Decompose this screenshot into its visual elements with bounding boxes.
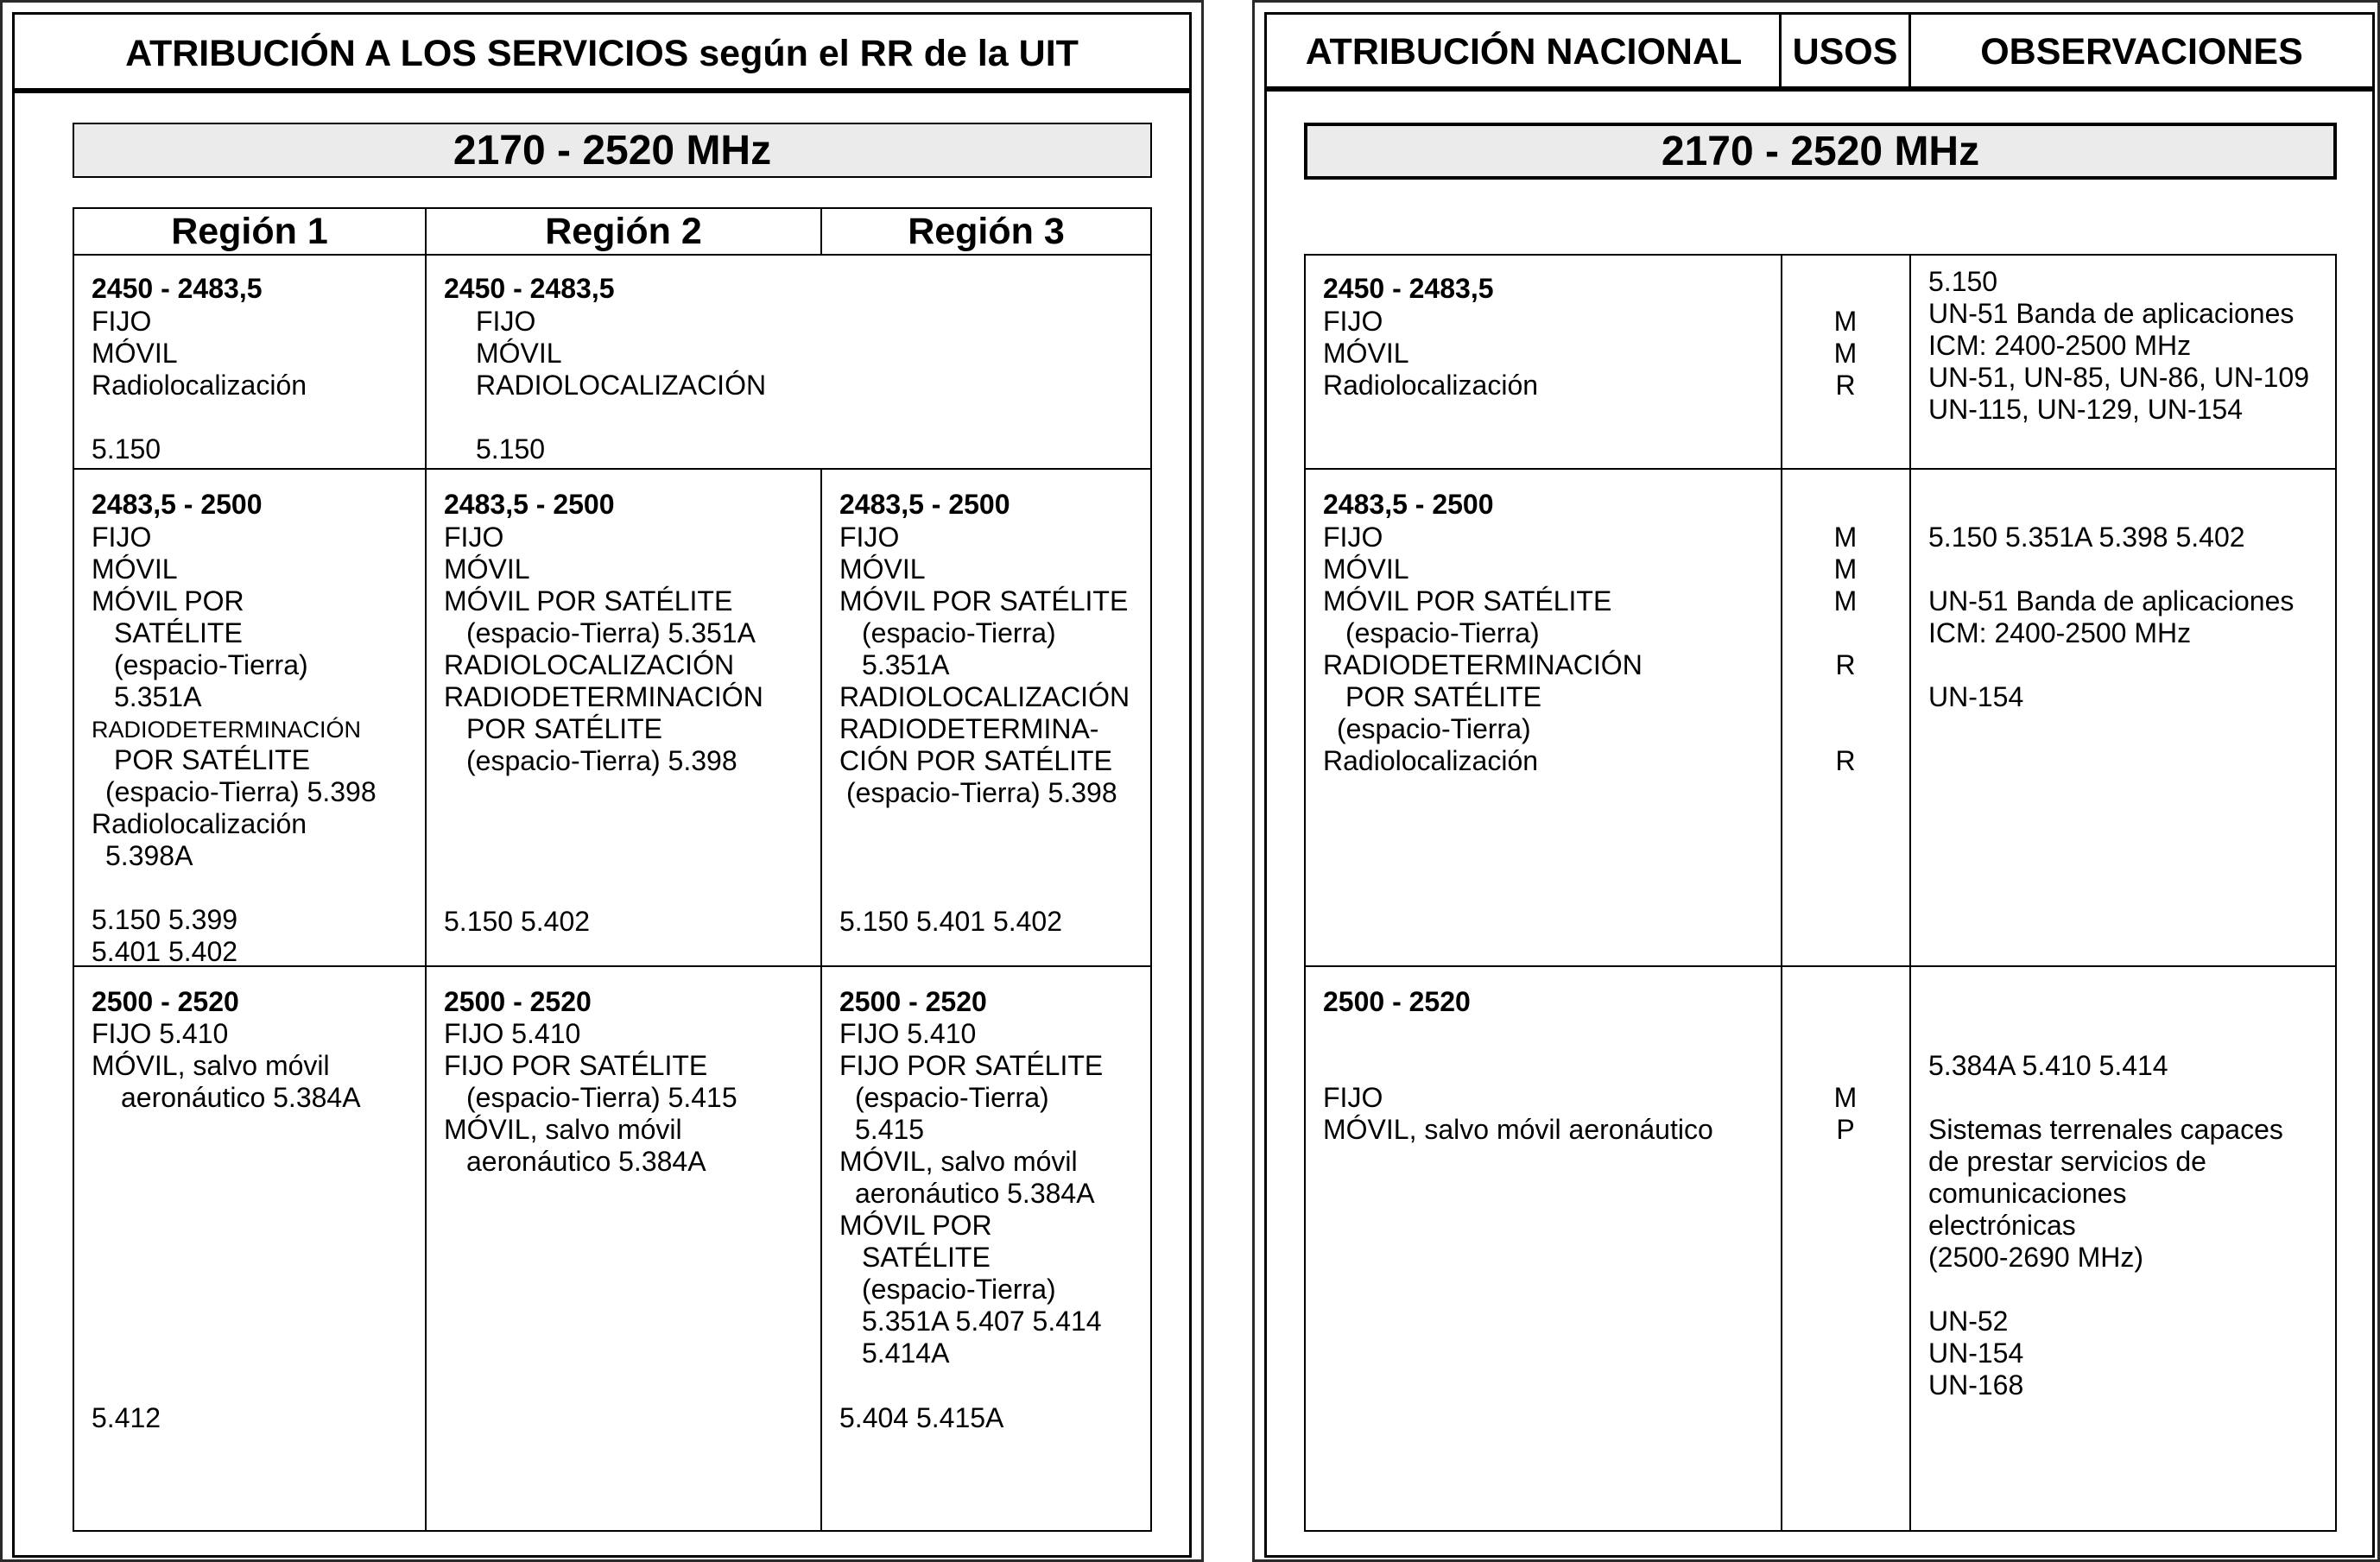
band-range: 2500 - 2520 [444, 986, 592, 1017]
service-line: FIJO [92, 522, 152, 553]
left-band-title: 2170 - 2520 MHz [73, 123, 1152, 178]
use-code: M [1833, 338, 1858, 369]
footnote-refs: 5.404 5.415A [839, 1402, 1004, 1433]
service-line: FIJO POR SATÉLITE [444, 1050, 708, 1081]
band-range: 2483,5 - 2500 [1323, 489, 1494, 520]
service-line: RADIOLOCALIZACIÓN [476, 370, 767, 401]
nat-row1-obs-cell [1909, 254, 2337, 470]
service-line: FIJO [1323, 522, 1383, 553]
footnote-refs: 5.150 [92, 433, 161, 465]
service-line: CIÓN POR SATÉLITE [839, 745, 1112, 776]
service-line: SATÉLITE [114, 617, 243, 648]
use-code: R [1835, 649, 1856, 680]
service-line: FIJO POR SATÉLITE [839, 1050, 1104, 1081]
service-line: (espacio-Tierra) 5.398 [846, 777, 1117, 808]
use-code: M [1833, 306, 1858, 337]
service-line: (espacio-Tierra) [1345, 617, 1540, 648]
left-header-title: ATRIBUCIÓN A LOS SERVICIOS según el RR de la UIT [125, 32, 1079, 74]
nat-row1-attr-cell [1304, 254, 1782, 470]
service-line: (espacio-Tierra) [855, 1082, 1049, 1113]
service-line: FIJO 5.410 [444, 1018, 581, 1049]
service-line: 5.351A 5.407 5.414 [862, 1306, 1102, 1337]
observation-line: ICM: 2400-2500 MHz [1928, 617, 2192, 648]
right-header-rule [1267, 86, 2372, 92]
service-line: (espacio-Tierra) 5.415 [466, 1082, 737, 1113]
footnote-refs: 5.401 5.402 [92, 936, 238, 967]
nat-row2-obs-cell [1909, 468, 2337, 967]
nat-row2-attr-cell [1304, 468, 1782, 967]
service-line: (espacio-Tierra) 5.351A [466, 617, 756, 648]
observation-line: 5.150 5.351A 5.398 5.402 [1928, 522, 2245, 553]
nat-row3-obs-cell [1909, 965, 2337, 1532]
service-line: MÓVIL POR SATÉLITE [1323, 585, 1612, 617]
service-line: MÓVIL POR SATÉLITE [839, 585, 1129, 617]
observation-line: UN-154 [1928, 681, 2024, 712]
service-line: MÓVIL [839, 553, 926, 585]
footnote-refs: 5.412 [92, 1402, 161, 1433]
band-range: 2483,5 - 2500 [839, 489, 1010, 520]
service-line: aeronáutico 5.384A [121, 1082, 361, 1113]
band-range: 2500 - 2520 [92, 986, 239, 1017]
service-line: MÓVIL POR SATÉLITE [444, 585, 733, 617]
service-line: POR SATÉLITE [466, 713, 663, 744]
service-line: SATÉLITE [862, 1242, 991, 1273]
nat-row2-uses-cell [1781, 468, 1911, 967]
region-1-header: Región 1 [73, 207, 427, 256]
nat-row3-uses-cell [1781, 965, 1911, 1532]
footnote-refs: 5.150 5.401 5.402 [839, 906, 1063, 937]
footnote-refs: 5.150 [476, 433, 546, 465]
service-line: FIJO 5.410 [839, 1018, 977, 1049]
service-line: Radiolocalización [1323, 745, 1539, 776]
national-attribution-header: ATRIBUCIÓN NACIONAL [1305, 30, 1743, 73]
use-code: M [1833, 1082, 1858, 1113]
region-3-header: Región 3 [820, 207, 1152, 256]
service-line: MÓVIL [1323, 553, 1409, 585]
service-line: 5.398A [105, 840, 193, 871]
service-line: FIJO [1323, 1082, 1383, 1113]
band-range: 2450 - 2483,5 [1323, 273, 1494, 304]
service-line: RADIOLOCALIZACIÓN [839, 681, 1130, 712]
service-line: (espacio-Tierra) [862, 1274, 1056, 1305]
observation-line: UN-51, UN-85, UN-86, UN-109 [1928, 362, 2310, 393]
observation-line: UN-51 Banda de aplicaciones [1928, 585, 2295, 617]
observation-line: Sistemas terrenales capaces [1928, 1114, 2283, 1145]
service-line: (espacio-Tierra) [114, 649, 308, 680]
service-line: (espacio-Tierra) 5.398 [105, 776, 377, 807]
service-line: 5.415 [855, 1114, 925, 1145]
service-line: FIJO [92, 306, 152, 337]
service-line: MÓVIL [92, 553, 178, 585]
nat-row3-attr-cell [1304, 965, 1782, 1532]
observation-line: comunicaciones [1928, 1178, 2127, 1209]
observations-header: OBSERVACIONES [1980, 30, 2303, 73]
row3-region2-cell [425, 965, 822, 1532]
observation-line: 5.384A 5.410 5.414 [1928, 1050, 2168, 1081]
service-line: MÓVIL, salvo móvil [839, 1146, 1078, 1177]
use-code: M [1833, 585, 1858, 617]
service-line: MÓVIL [1323, 338, 1409, 369]
band-range: 2450 - 2483,5 [444, 273, 615, 304]
use-code: M [1833, 522, 1858, 553]
uses-header: USOS [1792, 30, 1898, 73]
service-line: Radiolocalización [92, 370, 307, 401]
nat-row1-uses-cell [1781, 254, 1911, 470]
service-line: 5.414A [862, 1338, 950, 1369]
footnote-refs: 5.150 5.402 [444, 906, 591, 937]
observation-line: ICM: 2400-2500 MHz [1928, 330, 2192, 361]
right-band-title: 2170 - 2520 MHz [1304, 123, 2337, 180]
use-code: M [1833, 553, 1858, 585]
service-line: MÓVIL, salvo móvil aeronáutico [1323, 1114, 1713, 1145]
row2-region1-cell [73, 468, 427, 967]
service-line: (espacio-Tierra) 5.398 [466, 745, 737, 776]
service-line: 5.351A [862, 649, 950, 680]
service-line: MÓVIL POR [92, 585, 244, 617]
band-range: 2500 - 2520 [839, 986, 987, 1017]
band-range: 2483,5 - 2500 [444, 489, 615, 520]
service-line: FIJO [839, 522, 900, 553]
left-header-rule [15, 88, 1189, 93]
observation-line: UN-154 [1928, 1338, 2024, 1369]
service-line: RADIOLOCALIZACIÓN [444, 649, 735, 680]
service-line: MÓVIL [92, 338, 178, 369]
service-line: (espacio-Tierra) [1337, 713, 1531, 744]
service-line: (espacio-Tierra) [862, 617, 1056, 648]
service-line: RADIODETERMINACIÓN [92, 717, 362, 743]
service-line: MÓVIL POR [839, 1210, 992, 1241]
observation-line: (2500-2690 MHz) [1928, 1242, 2143, 1273]
observation-line: electrónicas [1928, 1210, 2076, 1241]
service-line: FIJO [444, 522, 504, 553]
service-line: MÓVIL [476, 338, 562, 369]
row2-region3-cell [820, 468, 1152, 967]
service-line: aeronáutico 5.384A [855, 1178, 1095, 1209]
observation-line: UN-115, UN-129, UN-154 [1928, 394, 2243, 425]
service-line: 5.351A [114, 681, 202, 712]
service-line: POR SATÉLITE [114, 744, 311, 775]
observation-line: UN-52 [1928, 1306, 2009, 1337]
service-line: RADIODETERMINA- [839, 713, 1099, 744]
row2-region2-cell [425, 468, 822, 967]
row1-region1-cell [73, 254, 427, 470]
row1-region23-cell [425, 254, 1152, 470]
service-line: RADIODETERMINACIÓN [444, 681, 763, 712]
service-line: FIJO 5.410 [92, 1018, 229, 1049]
service-line: Radiolocalización [1323, 370, 1539, 401]
use-code: R [1835, 745, 1856, 776]
observation-line: UN-51 Banda de aplicaciones [1928, 298, 2295, 329]
service-line: MÓVIL, salvo móvil [444, 1114, 682, 1145]
band-range: 2483,5 - 2500 [92, 489, 263, 520]
region-2-header: Región 2 [425, 207, 822, 256]
use-code: P [1836, 1114, 1855, 1145]
service-line: MÓVIL, salvo móvil [92, 1050, 330, 1081]
service-line: FIJO [1323, 306, 1383, 337]
service-line: aeronáutico 5.384A [466, 1146, 706, 1177]
observation-line: 5.150 [1928, 266, 1998, 297]
service-line: RADIODETERMINACIÓN [1323, 649, 1643, 680]
footnote-refs: 5.150 5.399 [92, 904, 238, 935]
service-line: Radiolocalización [92, 808, 307, 839]
service-line: MÓVIL [444, 553, 530, 585]
band-range: 2500 - 2520 [1323, 986, 1471, 1017]
row3-region1-cell [73, 965, 427, 1532]
observation-line: UN-168 [1928, 1369, 2024, 1401]
row3-region3-cell [820, 965, 1152, 1532]
service-line: POR SATÉLITE [1345, 681, 1542, 712]
band-range: 2450 - 2483,5 [92, 273, 263, 304]
service-line: FIJO [476, 306, 536, 337]
use-code: R [1835, 370, 1856, 401]
observation-line: de prestar servicios de [1928, 1146, 2206, 1177]
